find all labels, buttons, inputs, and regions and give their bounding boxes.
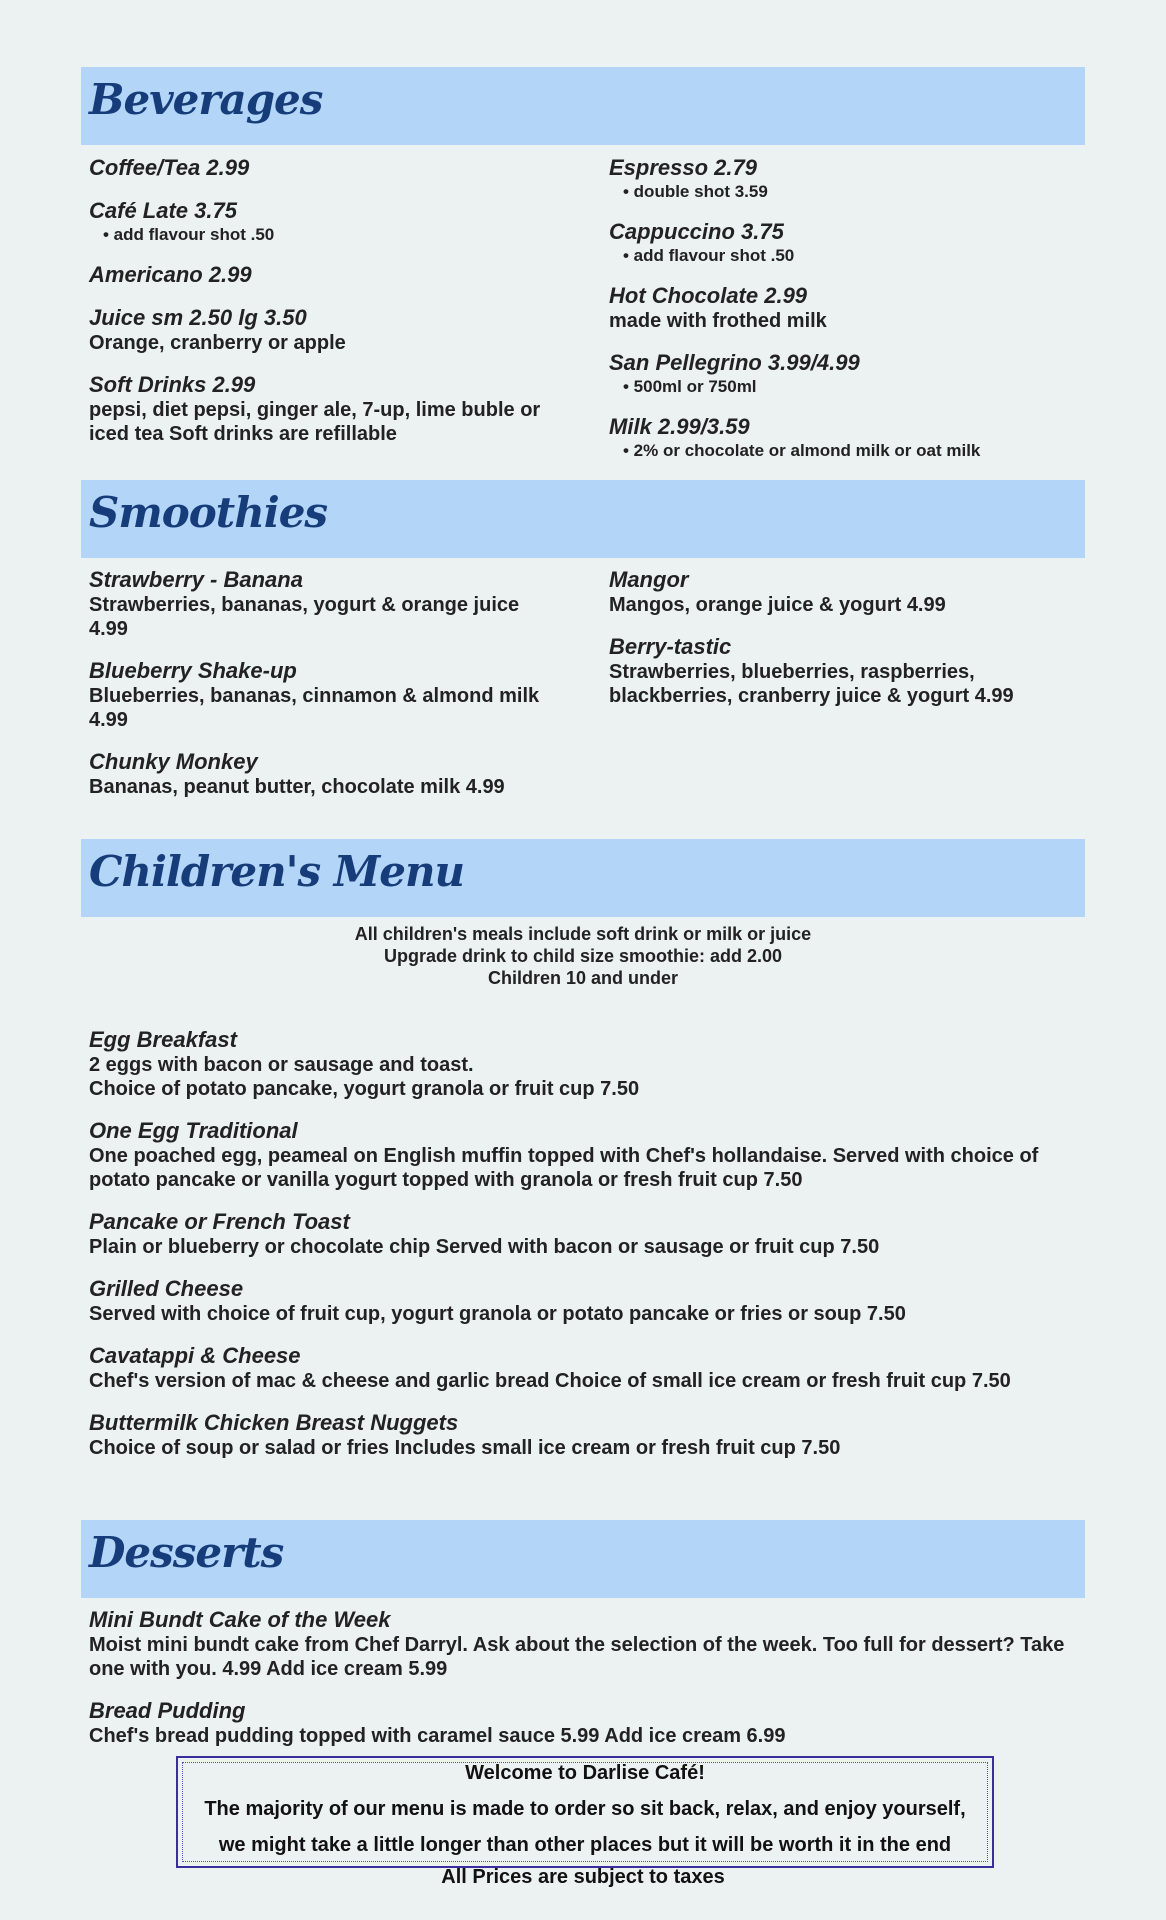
menu-item: [89, 155, 549, 181]
menu-item-description: Chef's bread pudding topped with caramel sauce 5.99 Add ice cream 6.99: [89, 1725, 786, 1747]
menu-item: [89, 1209, 1074, 1259]
beverages-left-column: [89, 155, 549, 463]
menu-item: [609, 350, 1069, 397]
menu-item-name: Americano 2.99: [89, 262, 252, 287]
menu-item-name: Egg Breakfast: [89, 1027, 237, 1052]
welcome-line: we might take a little longer than other places but it will be worth it in the end: [218, 1834, 952, 1856]
menu-item: [89, 1607, 1074, 1681]
menu-item: [89, 305, 549, 355]
menu-item: [89, 1343, 1074, 1393]
menu-item-name: Soft Drinks 2.99: [89, 372, 256, 397]
menu-item-name: One Egg Traditional: [89, 1118, 298, 1143]
menu-item-description: Moist mini bundt cake from Chef Darryl. Ask about the selection of the week. Too full for dessert? Take one with you. 4.99 Add ice cream 5.99: [89, 1634, 1065, 1680]
welcome-line: The majority of our menu is made to order so sit back, relax, and enjoy yourself,: [204, 1798, 966, 1820]
menu-item: [89, 1118, 1074, 1192]
menu-item-name: Strawberry - Banana: [89, 567, 303, 592]
menu-item-name: San Pellegrino 3.99/4.99: [609, 350, 860, 375]
menu-item-name: Grilled Cheese: [89, 1276, 244, 1301]
desserts-list: [89, 1607, 1074, 1765]
menu-item-option: • add flavour shot .50: [103, 225, 275, 244]
beverages-title: Beverages: [89, 75, 323, 124]
menu-item: [89, 262, 549, 288]
menu-item-option: • add flavour shot .50: [623, 246, 795, 265]
childrens-menu-list: [89, 1027, 1074, 1477]
menu-item-description: Strawberries, bananas, yogurt & orange juice 4.99: [89, 594, 520, 640]
smoothies-left-column: [89, 567, 549, 816]
menu-item: [609, 155, 1069, 202]
menu-item-description: Blueberries, bananas, cinnamon & almond milk 4.99: [89, 685, 540, 731]
menu-item: [609, 219, 1069, 266]
menu-item-option: • double shot 3.59: [623, 182, 768, 201]
menu-item-name: Cappuccino 3.75: [609, 219, 784, 244]
menu-item: [89, 1027, 1074, 1101]
smoothies-title: Smoothies: [89, 488, 328, 537]
menu-item-name: Coffee/Tea 2.99: [89, 155, 250, 180]
welcome-line: Welcome to Darlise Café!: [465, 1762, 705, 1784]
childrens-menu-notes: [81, 923, 1085, 989]
menu-item: [609, 567, 1069, 617]
menu-item: [609, 634, 1069, 708]
desserts-header: [81, 1520, 1085, 1598]
menu-item: [89, 372, 549, 446]
menu-item-name: Blueberry Shake-up: [89, 658, 297, 683]
menu-item-name: Juice sm 2.50 lg 3.50: [89, 305, 307, 330]
beverages-right-column: [609, 155, 1069, 478]
childrens-note: Children 10 and under: [487, 968, 679, 988]
menu-item: [89, 749, 549, 799]
menu-item: [609, 283, 1069, 333]
menu-item-name: Hot Chocolate 2.99: [609, 283, 808, 308]
menu-item-name: Mini Bundt Cake of the Week: [89, 1607, 391, 1632]
menu-item-option: • 2% or chocolate or almond milk or oat milk: [623, 441, 981, 460]
menu-item: [89, 1410, 1074, 1460]
menu-item-description: Chef's version of mac & cheese and garlic bread Choice of small ice cream or fresh fruit cup 7.50: [89, 1370, 1011, 1392]
menu-item-description: made with frothed milk: [609, 310, 827, 332]
menu-item-name: Café Late 3.75: [89, 198, 237, 223]
menu-item: [89, 1276, 1074, 1326]
menu-item-description: Strawberries, blueberries, raspberries, blackberries, cranberry juice & yogurt 4.99: [609, 661, 1014, 707]
menu-item: [89, 1698, 1074, 1748]
smoothies-header: [81, 480, 1085, 558]
menu-item-name: Milk 2.99/3.59: [609, 414, 750, 439]
menu-item-description: 2 eggs with bacon or sausage and toast. Choice of potato pancake, yogurt granola or fruit cup 7.50: [89, 1054, 640, 1100]
menu-item-description: pepsi, diet pepsi, ginger ale, 7-up, lime buble or iced tea Soft drinks are refillable: [89, 399, 541, 445]
menu-item: [89, 198, 549, 245]
menu-item-name: Bread Pudding: [89, 1698, 246, 1723]
menu-item-name: Espresso 2.79: [609, 155, 757, 180]
menu-item-description: One poached egg, peameal on English muffin topped with Chef's hollandaise. Served with choice of potato pancake or vanilla yogurt topped with granola or fresh fruit cup 7.50: [89, 1145, 1039, 1191]
welcome-box-inner-border: [182, 1762, 988, 1862]
welcome-box: [176, 1756, 994, 1868]
menu-item-description: Orange, cranberry or apple: [89, 332, 346, 354]
menu-item: [89, 658, 549, 732]
menu-item-name: Cavatappi & Cheese: [89, 1343, 301, 1368]
menu-item-description: Served with choice of fruit cup, yogurt granola or potato pancake or fries or soup 7.50: [89, 1303, 906, 1325]
childrens-note: Upgrade drink to child size smoothie: add 2.00: [383, 946, 783, 966]
menu-item-name: Berry-tastic: [609, 634, 732, 659]
smoothies-right-column: [609, 567, 1069, 725]
beverages-header: [81, 67, 1085, 145]
menu-item-description: Mangos, orange juice & yogurt 4.99: [609, 594, 946, 616]
taxes-note: All Prices are subject to taxes: [441, 1866, 725, 1888]
menu-item-name: Chunky Monkey: [89, 749, 258, 774]
menu-item-description: Choice of soup or salad or fries Includes small ice cream or fresh fruit cup 7.50: [89, 1437, 841, 1459]
menu-item-name: Pancake or French Toast: [89, 1209, 350, 1234]
menu-item-description: Bananas, peanut butter, chocolate milk 4.99: [89, 776, 505, 798]
menu-item: [89, 567, 549, 641]
desserts-title: Desserts: [89, 1528, 284, 1577]
menu-item-description: Plain or blueberry or chocolate chip Served with bacon or sausage or fruit cup 7.50: [89, 1236, 880, 1258]
menu-item-name: Buttermilk Chicken Breast Nuggets: [89, 1410, 459, 1435]
menu-item: [609, 414, 1069, 461]
childrens-menu-header: [81, 839, 1085, 917]
menu-item-name: Mangor: [609, 567, 689, 592]
childrens-note: All children's meals include soft drink or milk or juice: [354, 924, 812, 944]
childrens-menu-title: Children's Menu: [89, 847, 465, 896]
menu-item-option: • 500ml or 750ml: [623, 377, 757, 396]
